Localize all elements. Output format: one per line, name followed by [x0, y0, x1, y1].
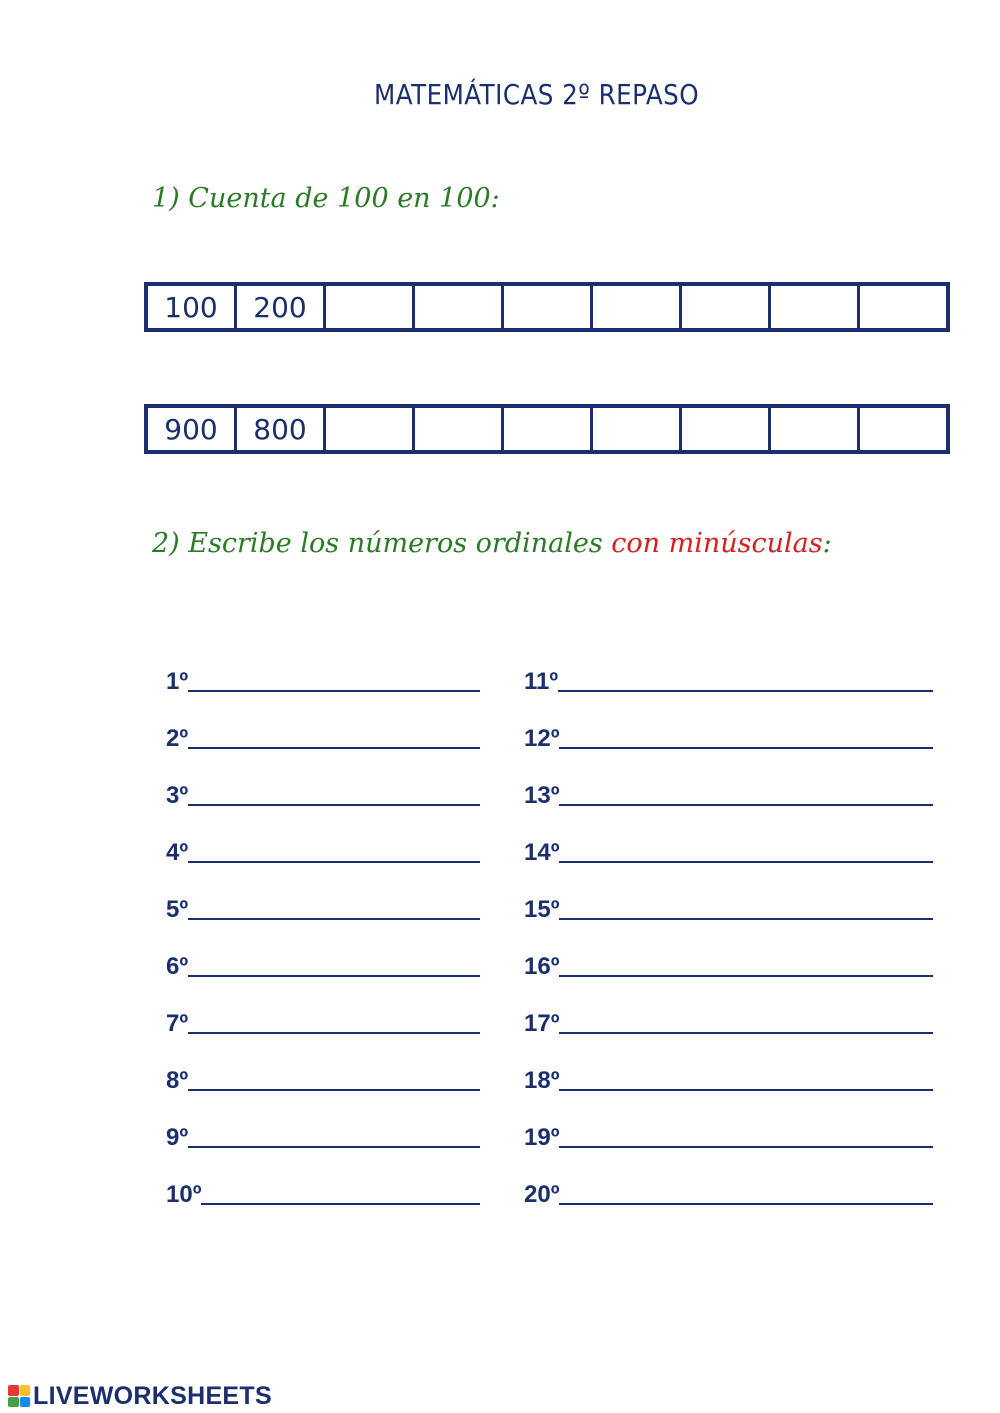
page-title: MATEMÁTICAS 2º REPASO — [374, 78, 700, 111]
count-row-ascending — [144, 282, 950, 332]
count-row-descending — [144, 404, 950, 454]
section-2-title-end: : — [822, 528, 832, 559]
ordinal-column-left — [166, 640, 480, 1210]
ordinal-answer-line[interactable] — [188, 721, 480, 749]
ordinal-label: 13º — [524, 782, 560, 809]
ordinal-item — [524, 811, 933, 868]
ordinal-answer-line[interactable] — [188, 1063, 480, 1091]
ordinal-label: 17º — [524, 1010, 560, 1037]
ordinal-answer-line[interactable] — [188, 778, 480, 806]
ordinal-label: 18º — [524, 1067, 560, 1094]
liveworksheets-logo — [8, 1383, 272, 1409]
ordinal-answer-line[interactable] — [188, 1120, 480, 1148]
ordinal-label: 7º — [166, 1010, 189, 1037]
count-cell: 800 — [237, 408, 326, 450]
ordinal-label: 12º — [524, 725, 560, 752]
ordinal-label: 19º — [524, 1124, 560, 1151]
ordinal-answer-line[interactable] — [559, 1063, 933, 1091]
logo-square-red — [8, 1385, 19, 1396]
ordinal-answer-line[interactable] — [559, 778, 933, 806]
ordinal-item — [524, 1153, 933, 1210]
ordinal-item — [166, 640, 480, 697]
ordinal-answer-line[interactable] — [559, 1177, 933, 1205]
count-cell: 900 — [148, 408, 237, 450]
section-2-title — [152, 528, 832, 559]
ordinal-item — [166, 982, 480, 1039]
ordinal-item — [524, 1039, 933, 1096]
ordinal-item — [166, 1153, 480, 1210]
section-2-title-red: con minúsculas — [611, 528, 823, 559]
ordinal-answer-line[interactable] — [558, 664, 933, 692]
ordinal-answer-line[interactable] — [559, 892, 933, 920]
count-cell[interactable] — [326, 286, 415, 328]
ordinal-item — [166, 697, 480, 754]
ordinal-label: 2º — [166, 725, 189, 752]
ordinal-label: 20º — [524, 1181, 560, 1208]
ordinal-label: 9º — [166, 1124, 189, 1151]
count-cell: 200 — [237, 286, 326, 328]
count-cell[interactable] — [682, 408, 771, 450]
ordinal-item — [166, 868, 480, 925]
ordinal-answer-line[interactable] — [559, 721, 933, 749]
ordinal-label: 3º — [166, 782, 189, 809]
ordinal-label: 16º — [524, 953, 560, 980]
count-cell[interactable] — [415, 408, 504, 450]
ordinal-item — [524, 868, 933, 925]
ordinal-label: 6º — [166, 953, 189, 980]
count-cell[interactable] — [860, 286, 946, 328]
ordinal-item — [166, 754, 480, 811]
count-cell[interactable] — [504, 408, 593, 450]
ordinal-label: 8º — [166, 1067, 189, 1094]
logo-square-yellow — [20, 1385, 31, 1396]
ordinal-item — [524, 640, 933, 697]
ordinal-item — [166, 1096, 480, 1153]
ordinal-answer-line[interactable] — [559, 1006, 933, 1034]
ordinal-label: 5º — [166, 896, 189, 923]
count-cell[interactable] — [415, 286, 504, 328]
ordinal-item — [524, 982, 933, 1039]
ordinal-item — [524, 754, 933, 811]
ordinal-label: 14º — [524, 839, 560, 866]
ordinal-answer-line[interactable] — [201, 1177, 480, 1205]
ordinal-item — [524, 925, 933, 982]
count-cell[interactable] — [771, 408, 860, 450]
ordinal-answer-line[interactable] — [188, 664, 480, 692]
ordinal-item — [166, 811, 480, 868]
ordinal-answer-line[interactable] — [559, 835, 933, 863]
count-cell[interactable] — [326, 408, 415, 450]
ordinal-answer-line[interactable] — [188, 1006, 480, 1034]
logo-text: LIVEWORKSHEETS — [33, 1381, 272, 1410]
ordinal-label: 1º — [166, 668, 189, 695]
ordinal-answer-line[interactable] — [188, 892, 480, 920]
ordinal-label: 4º — [166, 839, 189, 866]
ordinal-item — [524, 697, 933, 754]
count-cell[interactable] — [771, 286, 860, 328]
ordinal-answer-line[interactable] — [559, 949, 933, 977]
ordinal-label: 11º — [524, 668, 559, 695]
logo-square-blue — [20, 1397, 31, 1408]
logo-mark-icon — [8, 1385, 30, 1407]
ordinal-answer-line[interactable] — [188, 835, 480, 863]
count-cell[interactable] — [504, 286, 593, 328]
ordinal-answer-line[interactable] — [559, 1120, 933, 1148]
count-cell[interactable] — [593, 286, 682, 328]
count-cell[interactable] — [860, 408, 946, 450]
ordinal-item — [166, 925, 480, 982]
ordinal-column-right — [524, 640, 933, 1210]
ordinal-label: 10º — [166, 1181, 202, 1208]
ordinal-item — [524, 1096, 933, 1153]
ordinal-item — [166, 1039, 480, 1096]
count-cell[interactable] — [593, 408, 682, 450]
count-cell[interactable] — [682, 286, 771, 328]
ordinal-answer-line[interactable] — [188, 949, 480, 977]
ordinal-label: 15º — [524, 896, 560, 923]
count-cell: 100 — [148, 286, 237, 328]
logo-square-green — [8, 1397, 19, 1408]
section-1-title: 1) Cuenta de 100 en 100: — [152, 183, 500, 214]
section-2-title-green: 2) Escribe los números ordinales — [152, 528, 612, 559]
